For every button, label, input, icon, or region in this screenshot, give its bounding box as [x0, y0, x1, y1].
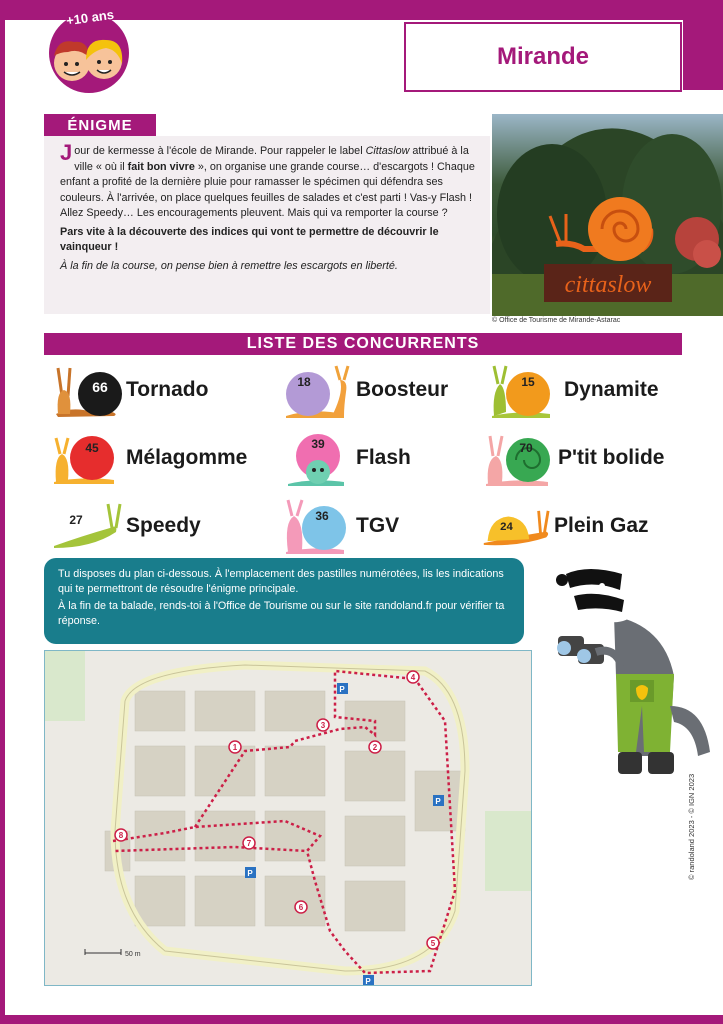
snail-number: 15	[521, 375, 535, 389]
svg-text:2: 2	[372, 743, 378, 752]
svg-text:P: P	[365, 977, 371, 986]
parking-icon	[433, 795, 444, 806]
svg-text:5: 5	[430, 939, 436, 948]
snail-number: 45	[85, 441, 99, 455]
cittaslow-sign: cittaslow	[564, 272, 652, 298]
competitor-name: Mélagomme	[126, 446, 248, 469]
snail-icon	[52, 430, 122, 486]
snail-number: 27	[69, 513, 83, 527]
photo-caption: © Office de Tourisme de Mirande-Astarac	[492, 317, 621, 324]
competitor-name: Tornado	[126, 378, 209, 401]
competitor-plein-gaz	[480, 498, 649, 554]
snail-icon	[480, 498, 550, 554]
enigme-box	[44, 136, 490, 314]
svg-text:50 m: 50 m	[125, 951, 141, 958]
competitor-name: Dynamite	[564, 378, 659, 401]
checkpoint-7	[243, 837, 255, 849]
snail-icon	[484, 430, 554, 486]
competitor-name: Boosteur	[356, 378, 449, 401]
checkpoint-1	[229, 741, 241, 753]
snail-icon	[282, 362, 352, 418]
cittaslow-photo	[492, 114, 723, 316]
snail-number: 18	[297, 375, 311, 389]
competitor-name: Flash	[356, 446, 411, 469]
enigme-text-a: our de kermesse à l'école de Mirande. Pour rappeler le label	[74, 145, 366, 157]
snail-number: 70	[519, 441, 533, 455]
instructions-bubble	[44, 558, 524, 644]
badger-mascot	[544, 556, 719, 788]
competitor-boosteur	[282, 362, 448, 418]
page-title: Mirande	[496, 43, 589, 70]
competitor-name: Speedy	[126, 514, 201, 537]
competitor-name: Plein Gaz	[554, 514, 649, 537]
svg-text:6: 6	[298, 903, 304, 912]
svg-text:7: 7	[246, 839, 252, 848]
svg-text:8: 8	[118, 831, 124, 840]
enigme-paragraph-2: Pars vite à la découverte des indices qui vont te permettre de découvrir le vainqueur !	[60, 225, 439, 253]
enigme-text-italic: Cittaslow	[365, 145, 410, 157]
competitor-name: TGV	[356, 514, 400, 537]
snail-number: 39	[311, 437, 325, 451]
competitor-tornado	[52, 362, 208, 418]
snail-icon	[52, 362, 122, 418]
svg-text:P: P	[247, 869, 253, 878]
instructions-paragraph-1: Tu disposes du plan ci-dessous. À l'emplacement des pastilles numérotées, lis les indications qui te permettront de résoudre l'énigme principale.	[58, 568, 504, 595]
enigme-tag: ÉNIGME	[44, 114, 156, 136]
svg-text:4: 4	[410, 673, 416, 682]
competitors-title-bar	[44, 333, 682, 355]
town-map	[44, 650, 532, 986]
snail-icon	[282, 498, 352, 554]
copyright: © randoland 2023 - © IGN 2023	[687, 773, 696, 880]
left-strip	[0, 0, 5, 1024]
enigme-text-bold: fait bon vivre	[127, 160, 195, 173]
right-strip	[683, 0, 723, 90]
competitor-dynamite	[490, 362, 659, 418]
checkpoint-2	[369, 741, 381, 753]
snail-icon	[52, 498, 122, 554]
competitor-melagomme	[52, 430, 247, 486]
checkpoint-3	[317, 719, 329, 731]
parking-icon	[337, 683, 348, 694]
enigme-text-c: », on organise une grande course… d'escargots ! Chaque enfant a profité de la dernière pluie pour ramasser le spécimen qui défendra ses couleurs. À l'arrivée, on place quelques feuilles de salades et c'est parti ! Vas-y Flash ! Allez Speedy… Les encouragements pleuvent. Mais qui va remporter la course ?	[60, 160, 475, 219]
bottom-bar	[0, 1015, 723, 1024]
dropcap: J	[60, 140, 73, 165]
checkpoint-5	[427, 937, 439, 949]
competitor-name: P'tit bolide	[558, 446, 665, 469]
enigme-paragraph-1	[60, 140, 478, 222]
competitor-ptit-bolide	[484, 430, 665, 486]
snail-icon	[282, 430, 352, 486]
competitor-speedy	[52, 498, 201, 554]
svg-text:3: 3	[320, 721, 326, 730]
svg-text:P: P	[435, 797, 441, 806]
competitor-flash	[282, 430, 411, 486]
snail-number: 24	[500, 520, 513, 533]
snail-number: 36	[315, 509, 329, 523]
snail-number: 66	[92, 379, 108, 395]
checkpoint-6	[295, 901, 307, 913]
enigme-paragraph-3: À la fin de la course, on pense bien à remettre les escargots en liberté.	[60, 259, 398, 272]
parking-icon	[245, 867, 256, 878]
svg-text:P: P	[339, 685, 345, 694]
competitor-tgv	[282, 498, 399, 554]
age-label: +10 ans	[65, 6, 115, 29]
svg-text:1: 1	[232, 743, 238, 752]
competitors-title: LISTE DES CONCURRENTS	[246, 335, 480, 352]
parking-icon	[363, 975, 374, 986]
checkpoint-4	[407, 671, 419, 683]
instructions-paragraph-2: À la fin de ta balade, rends-toi à l'Office de Tourisme ou sur le site randoland.fr pour vérifier ta réponse.	[58, 600, 505, 627]
title-box	[404, 22, 682, 92]
checkpoint-8	[115, 829, 127, 841]
snail-icon	[490, 362, 560, 418]
enigme-text-b: attribué à la ville « où il	[74, 145, 469, 173]
